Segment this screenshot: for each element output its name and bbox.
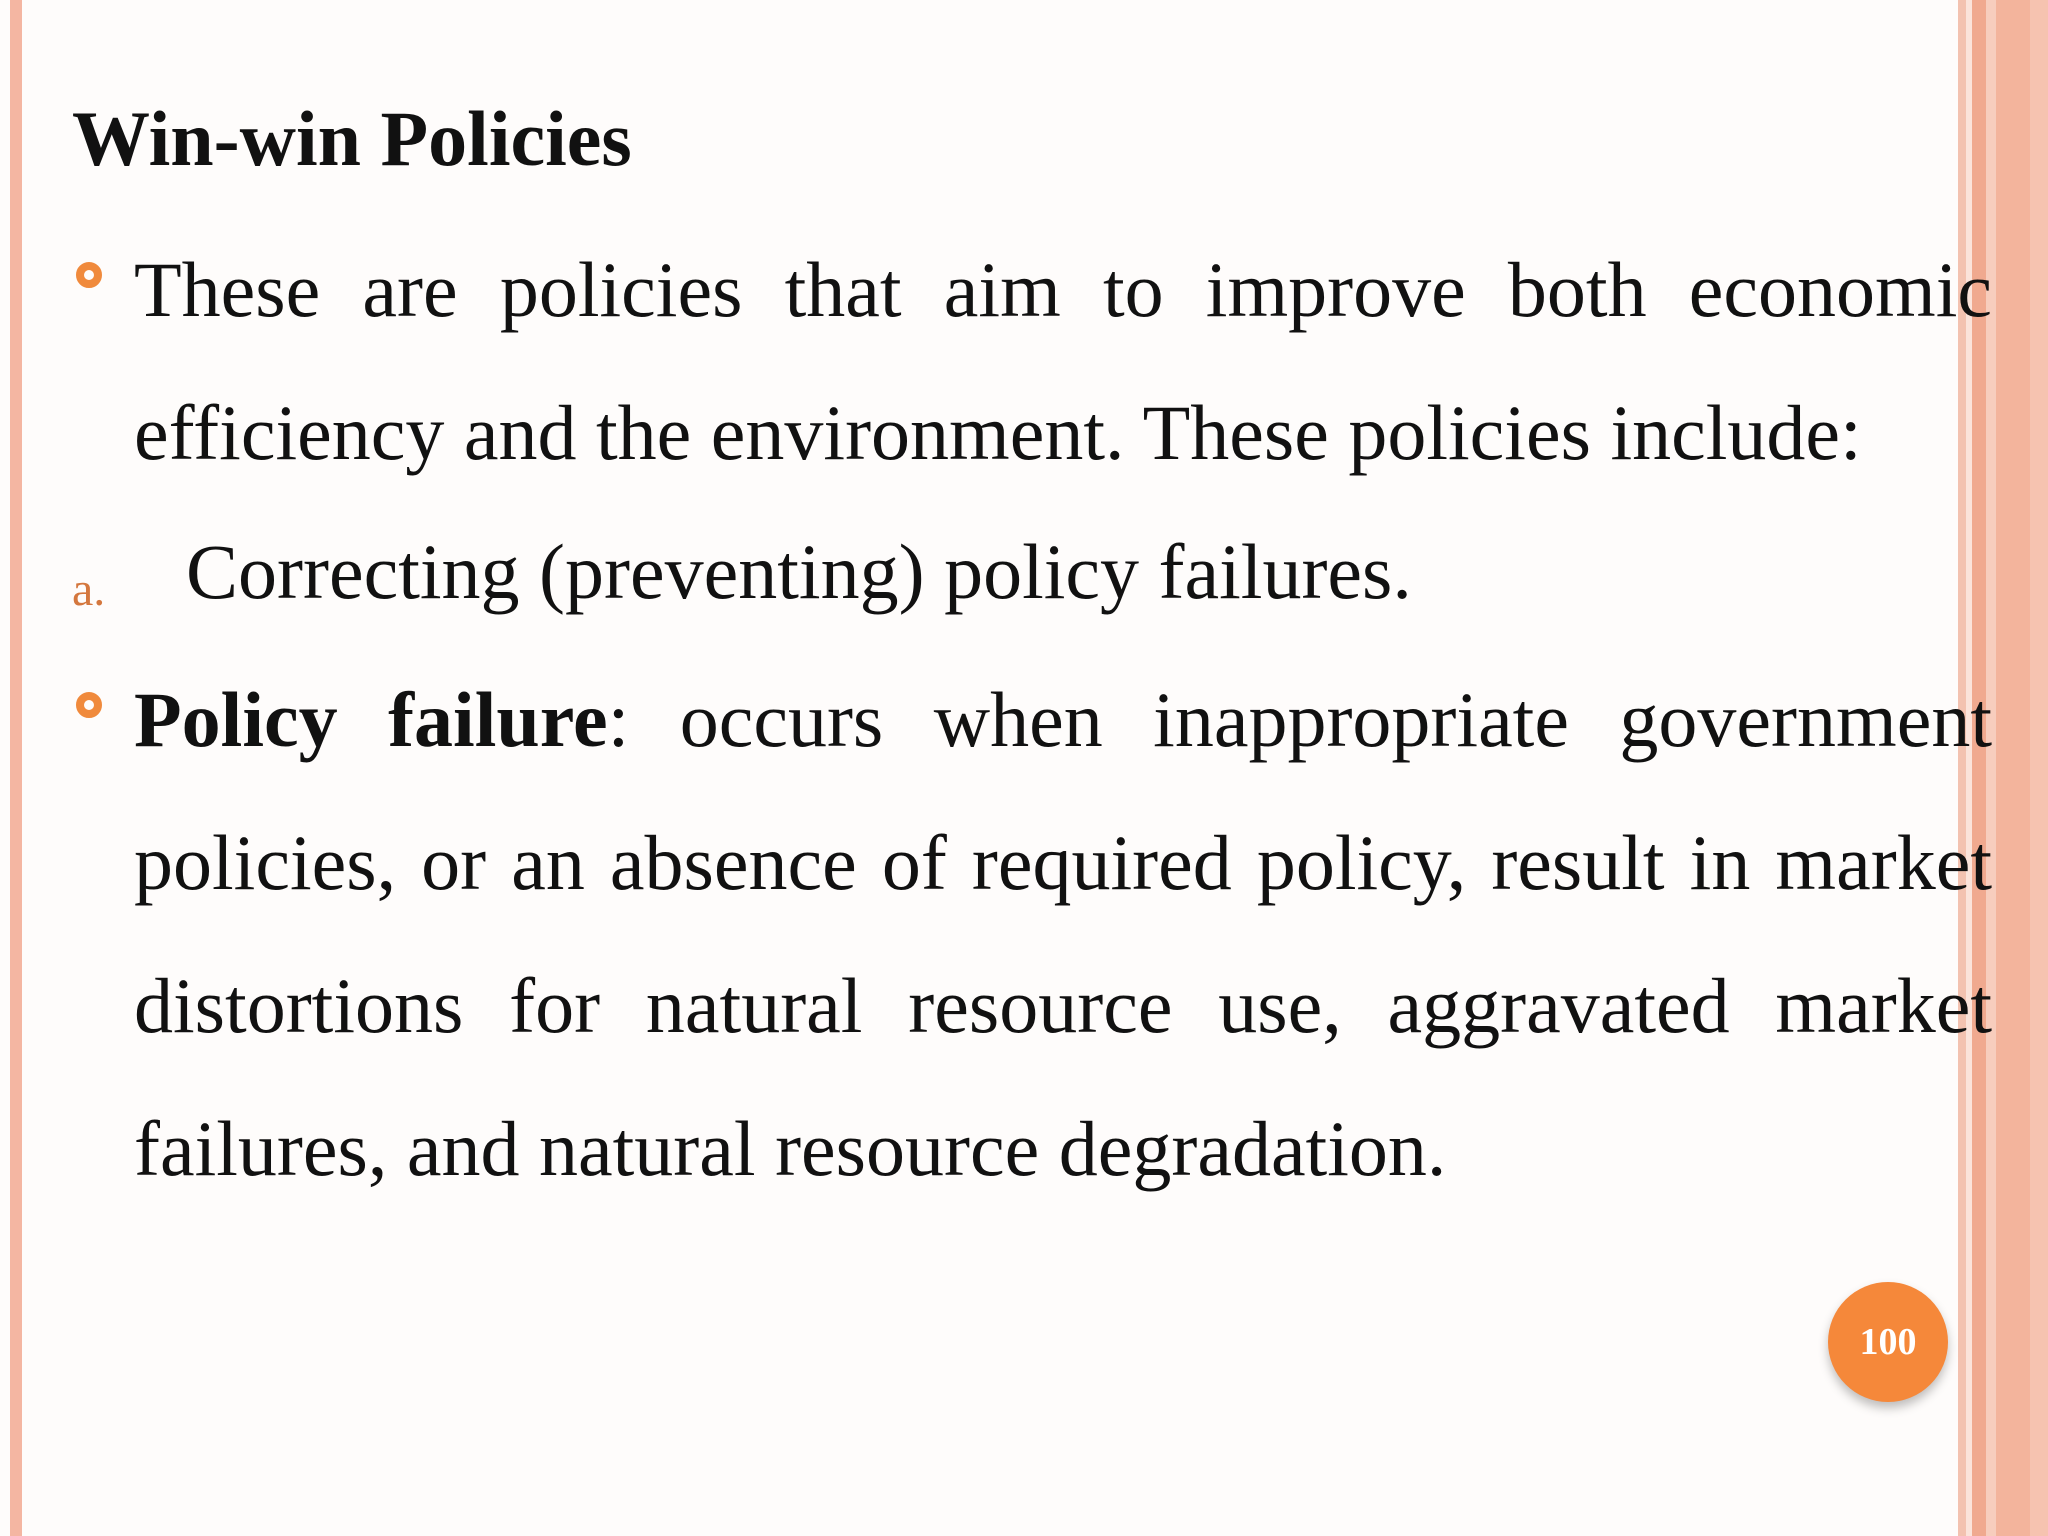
- left-border-decoration: [10, 0, 22, 1536]
- bullet-paragraph-definition: These are policies that aim to improve both economic efficiency and the environment. These policies include:: [134, 246, 1992, 476]
- bullet-circle-icon: [76, 692, 102, 718]
- slide-title: Win-win Policies: [72, 95, 632, 182]
- policy-failure-description: : occurs when inappropriate government policies, or an absence of required policy, result in market distortions for natural resource use, aggravated market failures, and natural resource degradation.: [134, 676, 1992, 1192]
- list-item-correcting-policy-failures: Correcting (preventing) policy failures.: [186, 528, 1412, 615]
- policy-failure-term: Policy failure: [134, 676, 608, 763]
- bullet-paragraph-policy-failure: [134, 648, 1992, 1220]
- bullet-circle-icon: [76, 262, 102, 288]
- page-number-badge: 100: [1828, 1282, 1948, 1402]
- list-marker-a: a.: [72, 563, 106, 616]
